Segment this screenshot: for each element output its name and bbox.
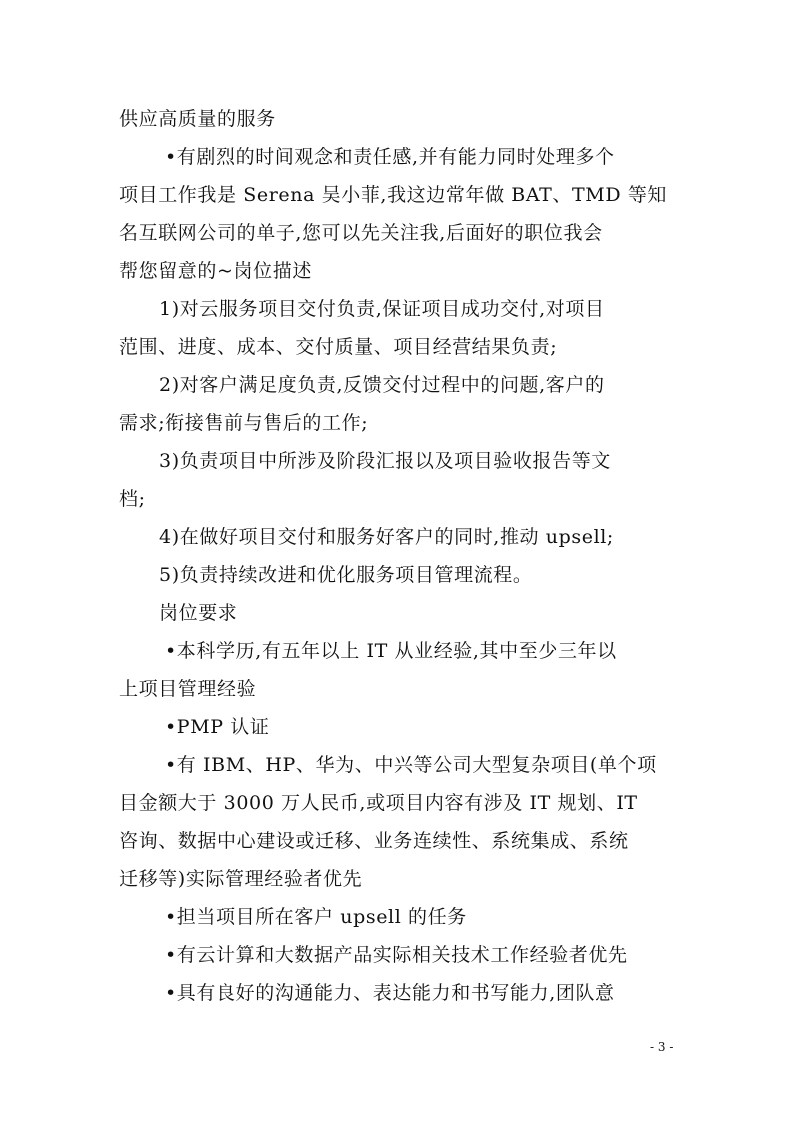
- numbered-item-line: 1)对云服务项目交付负责,保证项目成功交付,对项目: [159, 298, 605, 320]
- bullet-line: •PMP 认证: [165, 716, 270, 738]
- text-line: 供应高质量的服务: [119, 108, 276, 130]
- document-body: [119, 100, 679, 1012]
- section-heading: 岗位要求: [159, 602, 238, 624]
- numbered-item-line: 5)负责持续改进和优化服务项目管理流程。: [159, 564, 533, 586]
- text-line: 帮您留意的~岗位描述: [119, 260, 312, 282]
- bullet-line: •具有良好的沟通能力、表达能力和书写能力,团队意: [165, 982, 615, 1004]
- bullet-line: •担当项目所在客户 upsell 的任务: [165, 906, 467, 928]
- bullet-line: •有云计算和大数据产品实际相关技术工作经验者优先: [165, 944, 628, 966]
- text-line: 目金额大于 3000 万人民币,或项目内容有涉及 IT 规划、IT: [119, 792, 638, 814]
- text-line: 项目工作我是 Serena 吴小菲,我这边常年做 BAT、TMD 等知: [119, 184, 668, 206]
- bullet-line: •有剧烈的时间观念和责任感,并有能力同时处理多个: [165, 146, 615, 168]
- numbered-item-line: 2)对客户满足度负责,反馈交付过程中的问题,客户的: [159, 374, 605, 396]
- numbered-item-line: 4)在做好项目交付和服务好客户的同时,推动 upsell;: [159, 526, 614, 548]
- text-line: 迁移等)实际管理经验者优先: [119, 868, 363, 890]
- text-line: 档;: [119, 488, 146, 510]
- text-line: 名互联网公司的单子,您可以先关注我,后面好的职位我会: [119, 222, 603, 244]
- text-line: 需求;衔接售前与售后的工作;: [119, 412, 369, 434]
- text-line: 咨询、数据中心建设或迁移、业务连续性、系统集成、系统: [119, 830, 629, 852]
- bullet-line: •本科学历,有五年以上 IT 从业经验,其中至少三年以: [165, 640, 617, 662]
- bullet-line: •有 IBM、HP、华为、中兴等公司大型复杂项目(单个项: [165, 754, 657, 776]
- numbered-item-line: 3)负责项目中所涉及阶段汇报以及项目验收报告等文: [159, 450, 611, 472]
- text-line: 范围、进度、成本、交付质量、项目经营结果负责;: [119, 336, 558, 358]
- page-number: - 3 -: [650, 1040, 674, 1054]
- text-line: 上项目管理经验: [119, 678, 257, 700]
